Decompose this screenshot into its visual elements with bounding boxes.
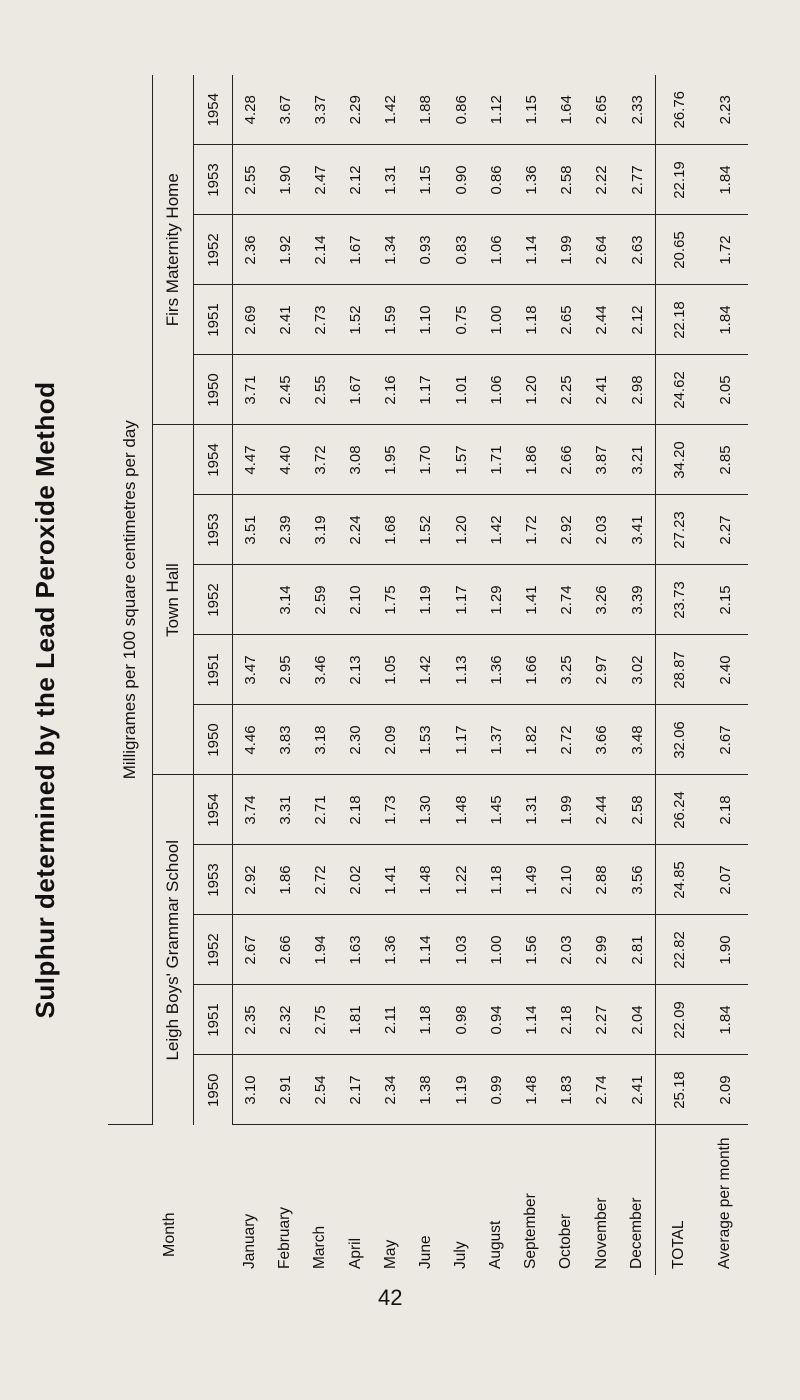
month-label: June [416, 1235, 434, 1269]
value-cell: 2.12 [619, 285, 655, 355]
total-value-cell: 23.73 [656, 565, 703, 635]
value-cell: 2.66 [549, 425, 584, 495]
value-cell: 2.10 [549, 845, 584, 915]
value-cell: 2.55 [233, 145, 268, 215]
value-cell: 2.11 [373, 985, 408, 1055]
value-cell: 0.94 [479, 985, 514, 1055]
value-cell: 1.38 [408, 1055, 443, 1125]
value-cell: 1.90 [268, 145, 303, 215]
value-cell: 1.88 [408, 75, 443, 145]
value-cell: 2.44 [584, 285, 619, 355]
value-cell: 3.46 [303, 635, 338, 705]
value-cell: 2.24 [338, 495, 373, 565]
value-cell: 3.87 [584, 425, 619, 495]
value-cell: 1.41 [514, 565, 549, 635]
value-cell: 4.40 [268, 425, 303, 495]
value-cell: 2.41 [268, 285, 303, 355]
total-value-cell: 24.62 [656, 355, 703, 425]
value-cell: 2.30 [338, 705, 373, 775]
value-cell: 1.73 [373, 775, 408, 845]
value-cell: 0.98 [443, 985, 478, 1055]
table-row [514, 75, 549, 1275]
page-title: Sulphur determined by the Lead Peroxide Method [29, 381, 60, 1019]
year-header: 1950 [194, 705, 233, 775]
average-value-cell: 1.90 [702, 915, 748, 985]
total-value-cell: 26.24 [656, 775, 703, 845]
value-cell: 3.14 [268, 565, 303, 635]
value-cell: 1.67 [338, 355, 373, 425]
value-cell: 0.83 [443, 215, 478, 285]
value-cell: 3.10 [233, 1055, 268, 1125]
value-cell: 2.59 [303, 565, 338, 635]
page-number: 42 [378, 1285, 403, 1310]
year-header: 1953 [194, 845, 233, 915]
value-cell: 1.01 [443, 355, 478, 425]
month-header: Month [161, 1212, 179, 1257]
value-cell: 3.74 [233, 775, 268, 845]
value-cell: 2.16 [373, 355, 408, 425]
month-label: March [311, 1225, 329, 1269]
value-cell: 2.95 [268, 635, 303, 705]
table-row [338, 75, 373, 1275]
value-cell: 1.18 [514, 285, 549, 355]
value-cell: 2.39 [268, 495, 303, 565]
value-cell: 2.03 [549, 915, 584, 985]
site-header: Leigh Boys' Grammar School [153, 775, 194, 1125]
average-value-cell: 1.84 [702, 145, 748, 215]
year-header: 1952 [194, 565, 233, 635]
value-cell: 1.48 [408, 845, 443, 915]
value-cell: 1.03 [443, 915, 478, 985]
value-cell: 1.75 [373, 565, 408, 635]
value-cell: 1.13 [443, 635, 478, 705]
value-cell: 1.17 [443, 705, 478, 775]
average-value-cell: 2.15 [702, 565, 748, 635]
value-cell: 3.47 [233, 635, 268, 705]
value-cell: 1.42 [408, 635, 443, 705]
value-cell: 3.72 [303, 425, 338, 495]
value-cell: 2.32 [268, 985, 303, 1055]
value-cell: 1.48 [514, 1055, 549, 1125]
value-cell: 1.57 [443, 425, 478, 495]
month-label: September [522, 1193, 540, 1269]
value-cell: 1.34 [373, 215, 408, 285]
month-label: December [628, 1197, 646, 1269]
average-value-cell: 1.72 [702, 215, 748, 285]
month-label: November [592, 1197, 610, 1269]
year-header: 1950 [194, 355, 233, 425]
total-value-cell: 25.18 [656, 1055, 703, 1125]
value-cell: 2.65 [584, 75, 619, 145]
value-cell: 2.69 [233, 285, 268, 355]
average-value-cell: 1.84 [702, 285, 748, 355]
value-cell: 1.67 [338, 215, 373, 285]
header-row-sites [153, 75, 194, 1275]
month-label: October [557, 1213, 575, 1269]
value-cell: 3.39 [619, 565, 655, 635]
year-header: 1952 [194, 915, 233, 985]
total-value-cell: 27.23 [656, 495, 703, 565]
value-cell: 2.27 [584, 985, 619, 1055]
table-row [408, 75, 443, 1275]
value-cell: 1.95 [373, 425, 408, 495]
value-cell: 2.88 [584, 845, 619, 915]
value-cell: 2.13 [338, 635, 373, 705]
average-value-cell: 2.67 [702, 705, 748, 775]
value-cell: 2.02 [338, 845, 373, 915]
value-cell: 3.31 [268, 775, 303, 845]
value-cell: 1.48 [443, 775, 478, 845]
value-cell: 1.14 [408, 915, 443, 985]
value-cell: 4.46 [233, 705, 268, 775]
value-cell: 1.15 [514, 75, 549, 145]
total-value-cell: 22.82 [656, 915, 703, 985]
year-header: 1952 [194, 215, 233, 285]
value-cell: 2.99 [584, 915, 619, 985]
value-cell: 2.67 [233, 915, 268, 985]
month-label: August [487, 1220, 505, 1269]
header-row-years [194, 75, 233, 1275]
value-cell: 3.02 [619, 635, 655, 705]
value-cell: 3.56 [619, 845, 655, 915]
value-cell: 1.36 [479, 635, 514, 705]
value-cell: 2.18 [549, 985, 584, 1055]
value-cell: 3.48 [619, 705, 655, 775]
value-cell: 3.18 [303, 705, 338, 775]
month-label: February [276, 1206, 294, 1269]
value-cell: 1.22 [443, 845, 478, 915]
month-label: January [241, 1213, 259, 1269]
value-cell: 1.20 [514, 355, 549, 425]
value-cell: 2.22 [584, 145, 619, 215]
value-cell: 2.81 [619, 915, 655, 985]
total-value-cell: 22.18 [656, 285, 703, 355]
value-cell: 2.10 [338, 565, 373, 635]
value-cell: 2.97 [584, 635, 619, 705]
value-cell: 2.41 [584, 355, 619, 425]
value-cell: 2.75 [303, 985, 338, 1055]
value-cell: 2.73 [303, 285, 338, 355]
average-value-cell: 2.27 [702, 495, 748, 565]
total-value-cell: 26.76 [656, 75, 703, 145]
year-header: 1953 [194, 145, 233, 215]
value-cell: 1.30 [408, 775, 443, 845]
value-cell: 1.64 [549, 75, 584, 145]
value-cell: 0.75 [443, 285, 478, 355]
value-cell: 1.49 [514, 845, 549, 915]
value-cell: 2.72 [549, 705, 584, 775]
average-value-cell: 2.85 [702, 425, 748, 495]
value-cell: 1.86 [514, 425, 549, 495]
average-value-cell: 2.05 [702, 355, 748, 425]
value-cell: 1.72 [514, 495, 549, 565]
table-row [584, 75, 619, 1275]
value-cell: 2.03 [584, 495, 619, 565]
total-value-cell: 28.87 [656, 635, 703, 705]
value-cell: 2.47 [303, 145, 338, 215]
table-container [108, 75, 748, 1275]
value-cell: 2.98 [619, 355, 655, 425]
value-cell: 3.21 [619, 425, 655, 495]
value-cell: 2.09 [373, 705, 408, 775]
table-row [233, 75, 268, 1275]
value-cell: 1.94 [303, 915, 338, 985]
month-label: May [381, 1239, 399, 1269]
value-cell: 1.59 [373, 285, 408, 355]
year-header: 1954 [194, 75, 233, 145]
value-cell: 1.36 [373, 915, 408, 985]
table-row [373, 75, 408, 1275]
value-cell: 2.12 [338, 145, 373, 215]
value-cell: 1.14 [514, 215, 549, 285]
value-cell: 0.99 [479, 1055, 514, 1125]
table-row [303, 75, 338, 1275]
value-cell: 2.35 [233, 985, 268, 1055]
value-cell: 1.00 [479, 915, 514, 985]
value-cell: 2.14 [303, 215, 338, 285]
total-value-cell: 34.20 [656, 425, 703, 495]
average-value-cell: 1.84 [702, 985, 748, 1055]
year-header: 1951 [194, 635, 233, 705]
value-cell: 1.45 [479, 775, 514, 845]
average-value-cell: 2.09 [702, 1055, 748, 1125]
value-cell: 2.04 [619, 985, 655, 1055]
value-cell: 1.42 [373, 75, 408, 145]
value-cell: 2.34 [373, 1055, 408, 1125]
value-cell: 1.19 [443, 1055, 478, 1125]
value-cell: 1.06 [479, 355, 514, 425]
value-cell: 2.66 [268, 915, 303, 985]
year-header: 1953 [194, 495, 233, 565]
value-cell: 2.91 [268, 1055, 303, 1125]
total-row [656, 75, 703, 1275]
value-cell: 3.51 [233, 495, 268, 565]
value-cell: 4.28 [233, 75, 268, 145]
value-cell: 2.58 [549, 145, 584, 215]
value-cell: 1.05 [373, 635, 408, 705]
table-row [443, 75, 478, 1275]
units-header: Milligrames per 100 square centimetres per day [108, 75, 153, 1125]
value-cell: 1.12 [479, 75, 514, 145]
value-cell: 2.55 [303, 355, 338, 425]
value-cell: 2.63 [619, 215, 655, 285]
value-cell: 0.86 [479, 145, 514, 215]
value-cell: 1.14 [514, 985, 549, 1055]
value-cell: 1.52 [408, 495, 443, 565]
value-cell: 1.81 [338, 985, 373, 1055]
table-row [619, 75, 655, 1275]
value-cell: 2.44 [584, 775, 619, 845]
site-header: Firs Maternity Home [153, 75, 194, 425]
value-cell: 1.42 [479, 495, 514, 565]
value-cell: 1.53 [408, 705, 443, 775]
value-cell: 1.86 [268, 845, 303, 915]
value-cell: 1.15 [408, 145, 443, 215]
value-cell: 3.37 [303, 75, 338, 145]
value-cell: 1.83 [549, 1055, 584, 1125]
value-cell: 3.19 [303, 495, 338, 565]
value-cell: 2.77 [619, 145, 655, 215]
value-cell: 3.83 [268, 705, 303, 775]
value-cell: 1.52 [338, 285, 373, 355]
value-cell: 2.17 [338, 1055, 373, 1125]
value-cell: 1.00 [479, 285, 514, 355]
value-cell: 1.99 [549, 775, 584, 845]
value-cell [233, 565, 268, 635]
value-cell: 0.93 [408, 215, 443, 285]
value-cell: 2.29 [338, 75, 373, 145]
value-cell: 1.70 [408, 425, 443, 495]
value-cell: 2.72 [303, 845, 338, 915]
value-cell: 2.65 [549, 285, 584, 355]
value-cell: 1.82 [514, 705, 549, 775]
table-row [479, 75, 514, 1275]
value-cell: 1.10 [408, 285, 443, 355]
value-cell: 3.71 [233, 355, 268, 425]
value-cell: 1.18 [408, 985, 443, 1055]
value-cell: 1.68 [373, 495, 408, 565]
average-value-cell: 2.18 [702, 775, 748, 845]
value-cell: 2.25 [549, 355, 584, 425]
year-header: 1954 [194, 775, 233, 845]
value-cell: 1.63 [338, 915, 373, 985]
value-cell: 3.67 [268, 75, 303, 145]
value-cell: 2.92 [549, 495, 584, 565]
value-cell: 2.18 [338, 775, 373, 845]
value-cell: 1.92 [268, 215, 303, 285]
year-header: 1950 [194, 1055, 233, 1125]
value-cell: 3.26 [584, 565, 619, 635]
total-label: TOTAL [656, 1125, 703, 1275]
month-label: April [346, 1237, 364, 1269]
value-cell: 2.54 [303, 1055, 338, 1125]
year-header: 1951 [194, 285, 233, 355]
average-value-cell: 2.07 [702, 845, 748, 915]
total-value-cell: 24.85 [656, 845, 703, 915]
value-cell: 1.29 [479, 565, 514, 635]
value-cell: 4.47 [233, 425, 268, 495]
month-label: July [452, 1241, 470, 1269]
value-cell: 3.66 [584, 705, 619, 775]
year-header: 1954 [194, 425, 233, 495]
value-cell: 2.92 [233, 845, 268, 915]
value-cell: 1.19 [408, 565, 443, 635]
value-cell: 1.37 [479, 705, 514, 775]
total-value-cell: 22.09 [656, 985, 703, 1055]
value-cell: 2.36 [233, 215, 268, 285]
value-cell: 1.17 [443, 565, 478, 635]
value-cell: 2.41 [619, 1055, 655, 1125]
total-value-cell: 32.06 [656, 705, 703, 775]
site-header: Town Hall [153, 425, 194, 775]
sulphur-table [108, 75, 748, 1275]
value-cell: 3.08 [338, 425, 373, 495]
value-cell: 2.71 [303, 775, 338, 845]
value-cell: 2.33 [619, 75, 655, 145]
value-cell: 2.58 [619, 775, 655, 845]
value-cell: 1.06 [479, 215, 514, 285]
average-label: Average per month [716, 1137, 733, 1269]
average-row [702, 75, 748, 1275]
total-value-cell: 20.65 [656, 215, 703, 285]
value-cell: 1.36 [514, 145, 549, 215]
value-cell: 1.31 [514, 775, 549, 845]
average-value-cell: 2.23 [702, 75, 748, 145]
value-cell: 1.56 [514, 915, 549, 985]
value-cell: 2.74 [549, 565, 584, 635]
value-cell: 1.99 [549, 215, 584, 285]
value-cell: 2.64 [584, 215, 619, 285]
table-row [549, 75, 584, 1275]
year-header: 1951 [194, 985, 233, 1055]
value-cell: 1.17 [408, 355, 443, 425]
value-cell: 0.86 [443, 75, 478, 145]
value-cell: 1.31 [373, 145, 408, 215]
table-row [268, 75, 303, 1275]
value-cell: 1.71 [479, 425, 514, 495]
header-row-units [108, 75, 153, 1275]
average-value-cell: 2.40 [702, 635, 748, 705]
value-cell: 3.41 [619, 495, 655, 565]
value-cell: 1.66 [514, 635, 549, 705]
value-cell: 1.41 [373, 845, 408, 915]
total-value-cell: 22.19 [656, 145, 703, 215]
value-cell: 1.20 [443, 495, 478, 565]
value-cell: 2.74 [584, 1055, 619, 1125]
value-cell: 0.90 [443, 145, 478, 215]
value-cell: 1.18 [479, 845, 514, 915]
value-cell: 2.45 [268, 355, 303, 425]
value-cell: 3.25 [549, 635, 584, 705]
